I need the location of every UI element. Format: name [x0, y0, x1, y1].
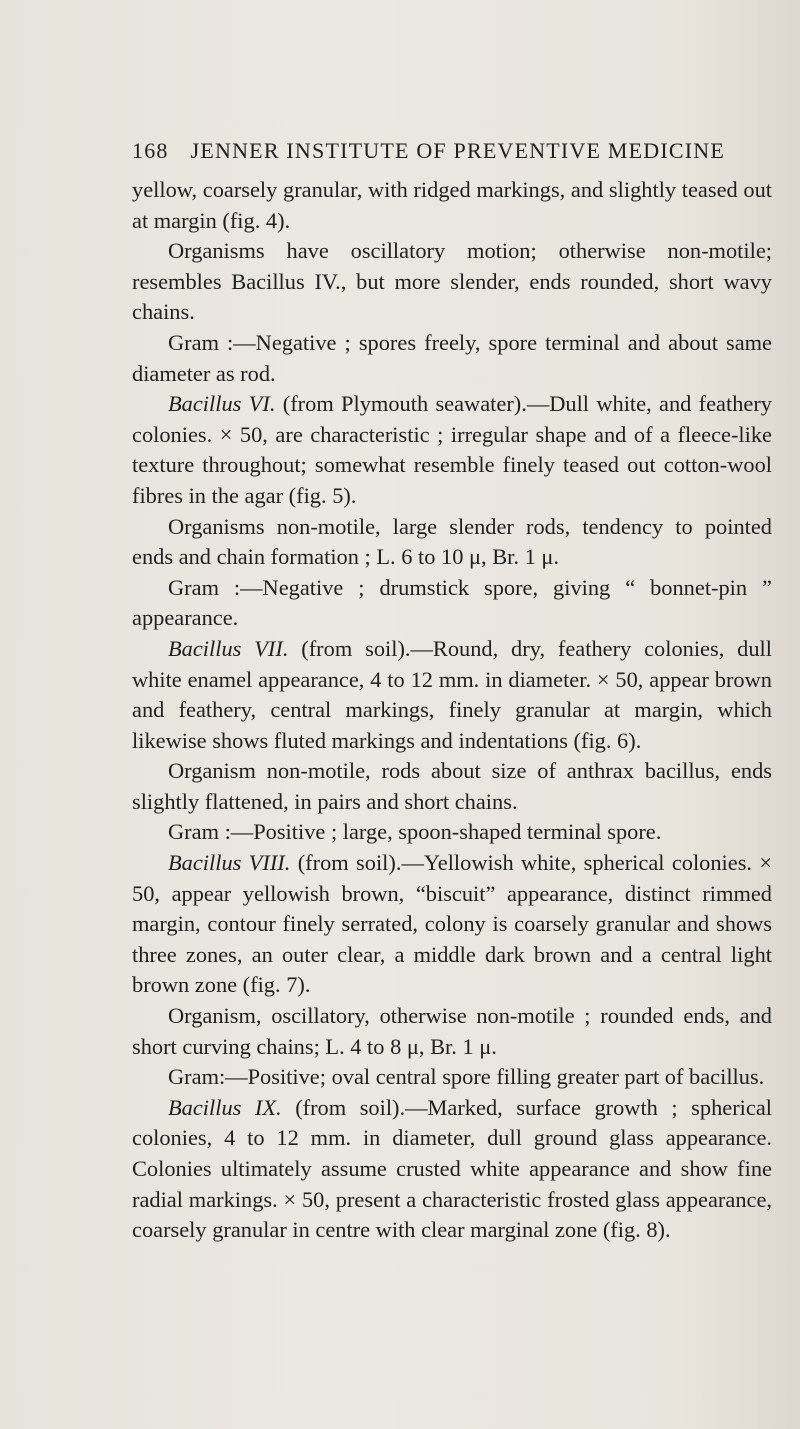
paragraph	[132, 236, 772, 328]
bacillus-name: Bacillus IX.	[168, 1094, 282, 1120]
running-title: JENNER INSTITUTE OF PREVENTIVE MEDICINE	[190, 138, 726, 163]
paragraph	[132, 389, 772, 511]
paragraph	[132, 1062, 772, 1093]
paragraph	[132, 817, 772, 848]
paragraph	[132, 512, 772, 573]
paragraph	[132, 634, 772, 756]
paragraph-text: (from soil).—Yellowish white, spherical colonies. × 50, appear yellowish brown, “biscuit” appearance, distinct rimmed margin, contour finely serrated, colony is coarsely granular and shows three zones, an outer clear, a middle dark brown and a central light brown zone (fig. 7).	[132, 850, 772, 998]
paragraph-text: Organisms non-motile, large slender rods, tendency to pointed ends and chain formation ; L. 6 to 10 μ, Br. 1 μ.	[132, 513, 772, 570]
body-text	[132, 175, 772, 1246]
paragraph	[132, 328, 772, 389]
bacillus-name: Bacillus VII.	[168, 635, 289, 661]
paragraph-text: Gram :—Positive ; large, spoon-shaped terminal spore.	[168, 819, 662, 845]
paragraph	[132, 1001, 772, 1062]
paragraph-text: Gram:—Positive; oval central spore filling greater part of bacillus.	[168, 1064, 765, 1090]
paragraph-text: (from Plymouth seawater).—Dull white, and feathery colonies. × 50, are characteristic ; irregular shape and of a fleece-like texture throughout; somewhat resemble finely teased out cotton-wool fibres in the agar (fig. 5).	[132, 391, 772, 508]
paragraph	[132, 573, 772, 634]
paragraph-text: yellow, coarsely granular, with ridged markings, and slightly teased out at margin (fig. 4).	[132, 177, 772, 233]
paragraph-text: Gram :—Negative ; drumstick spore, giving “ bonnet-pin ” appearance.	[132, 574, 772, 631]
page-number: 168	[132, 138, 169, 163]
paragraph-text: Gram :—Negative ; spores freely, spore terminal and about same diameter as rod.	[132, 329, 772, 386]
paragraph-text: (from soil).—Marked, surface growth ; spherical colonies, 4 to 12 mm. in diameter, dull ground glass appearance. Colonies ultimately assume crusted white appearance and show fine radial markings. × 50, present a characteristic frosted glass appearance, coarsely granular in centre with clear marginal zone (fig. 8).	[132, 1094, 772, 1243]
paragraph	[132, 1093, 772, 1246]
bacillus-name: Bacillus VI.	[168, 391, 276, 417]
paragraph-text: Organisms have oscillatory motion; otherwise non-motile; resembles Bacillus IV., but more slender, ends rounded, short wavy chains.	[132, 238, 772, 325]
bacillus-name: Bacillus VIII.	[168, 850, 291, 876]
paragraph-text: Organism, oscillatory, otherwise non-motile ; rounded ends, and short curving chains; L. 4 to 8 μ, Br. 1 μ.	[132, 1003, 772, 1059]
paragraph-text: Organism non-motile, rods about size of anthrax bacillus, ends slightly flattened, in pairs and short chains.	[132, 758, 772, 814]
paragraph	[132, 756, 772, 817]
running-header	[132, 138, 772, 164]
paragraph	[132, 175, 772, 236]
paragraph-text: (from soil).—Round, dry, feathery colonies, dull white enamel appearance, 4 to 12 mm. in diameter. × 50, appear brown and feathery, central markings, finely granular at margin, which likewise shows fluted markings and indentations (fig. 6).	[132, 635, 772, 753]
paragraph	[132, 848, 772, 1001]
